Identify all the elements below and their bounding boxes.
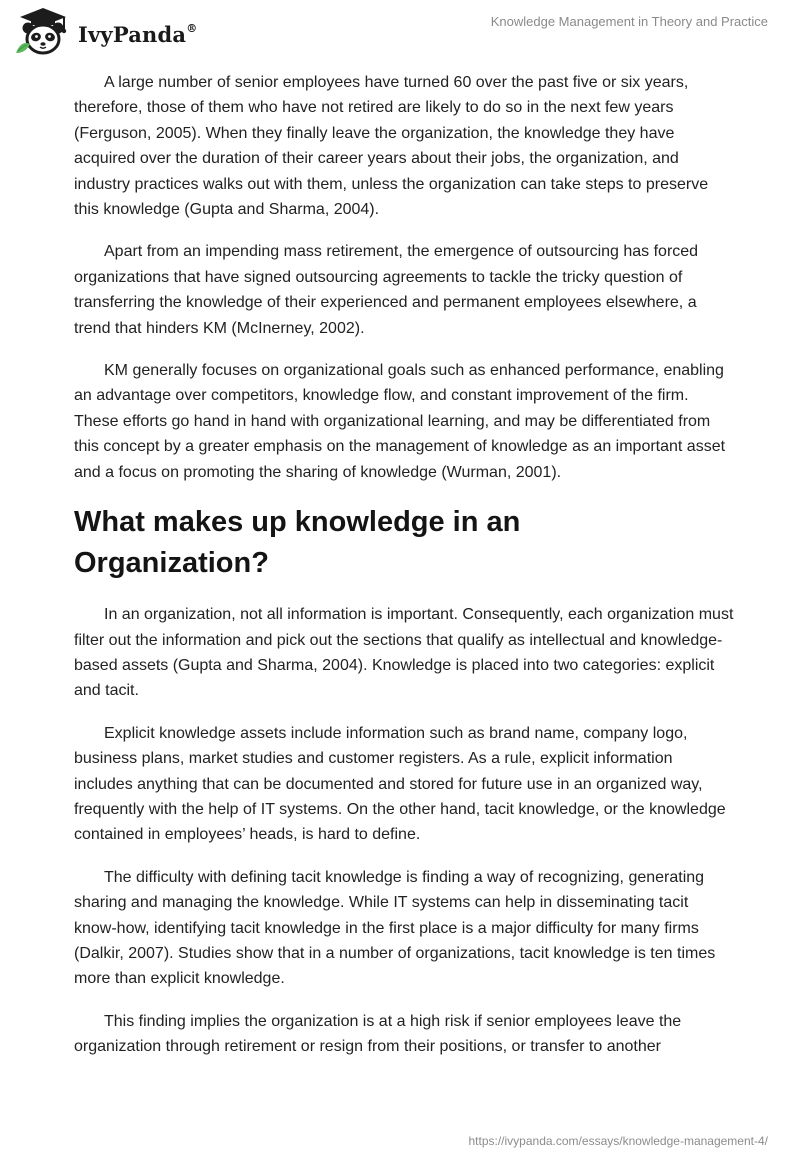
paragraph: A large number of senior employees have turned 60 over the past five or six years, therefore, those of them who have not retired are likely to do so in the next few years (Ferguson, 2005). When they finally leave the organization, the knowledge they have acquired over the duration of their career years about their jobs, the organization, and industry practices walks out with them, unless the organization can take steps to preserve this knowledge (Gupta and Sharma, 2004). <box>74 74 709 219</box>
paragraph: KM generally focuses on organizational goals such as enhanced performance, enabling an advantage over competitors, knowledge flow, and constant improvement of the firm. These efforts go hand in hand with organizational learning, and may be differentiated from this concept by a greater emphasis on the management of knowledge as an important asset and a focus on promoting the sharing of knowledge (Wurman, 2001). <box>74 362 726 481</box>
document-title: Knowledge Management in Theory and Practice <box>490 14 768 29</box>
paragraph: Apart from an impending mass retirement, the emergence of outsourcing has forced organizations that have signed outsourcing agreements to tackle the tricky question of transferring the knowledge of their experienced and permanent employees elsewhere, a trend that hinders KM (McInerney, 2002). <box>74 243 699 337</box>
paragraph: The difficulty with defining tacit knowledge is finding a way of recognizing, generating sharing and managing the knowledge. While IT systems can help in disseminating tacit know-how, identifying tacit knowledge in the first place is a major difficulty for many firms (Dalkir, 2007). Studies show that in a number of organizations, tacit knowledge is ten times more than explicit knowledge. <box>74 868 716 988</box>
paragraph: This finding implies the organization is at a high risk if senior employees leave the organization through retirement or resign from their positions, or transfer to another <box>74 1012 682 1056</box>
page-header <box>0 0 800 64</box>
brand-name: IvyPanda® <box>78 21 198 47</box>
paragraph: Explicit knowledge assets include information such as brand name, company logo, business plans, market studies and customer registers. As a rule, explicit information includes anything that can be documented and stored for future use in an organized way, frequently with the help of IT systems. On the other hand, tacit knowledge, or the knowledge contained in employees’ heads, is hard to define. <box>74 724 726 844</box>
panda-logo-icon <box>14 6 72 58</box>
paragraph: In an organization, not all information is important. Consequently, each organization must filter out the information and pick out the sections that qualify as intellectual and knowledge-based assets (Gupta and Sharma, 2004). Knowledge is placed into two categories: explicit and tacit. <box>74 606 734 700</box>
essay-body <box>74 70 734 1077</box>
source-url[interactable]: https://ivypanda.com/essays/knowledge-management-4/ <box>468 1134 768 1148</box>
brand-logo[interactable] <box>14 6 197 58</box>
section-heading: What makes up knowledge in an Organization? <box>74 506 521 580</box>
